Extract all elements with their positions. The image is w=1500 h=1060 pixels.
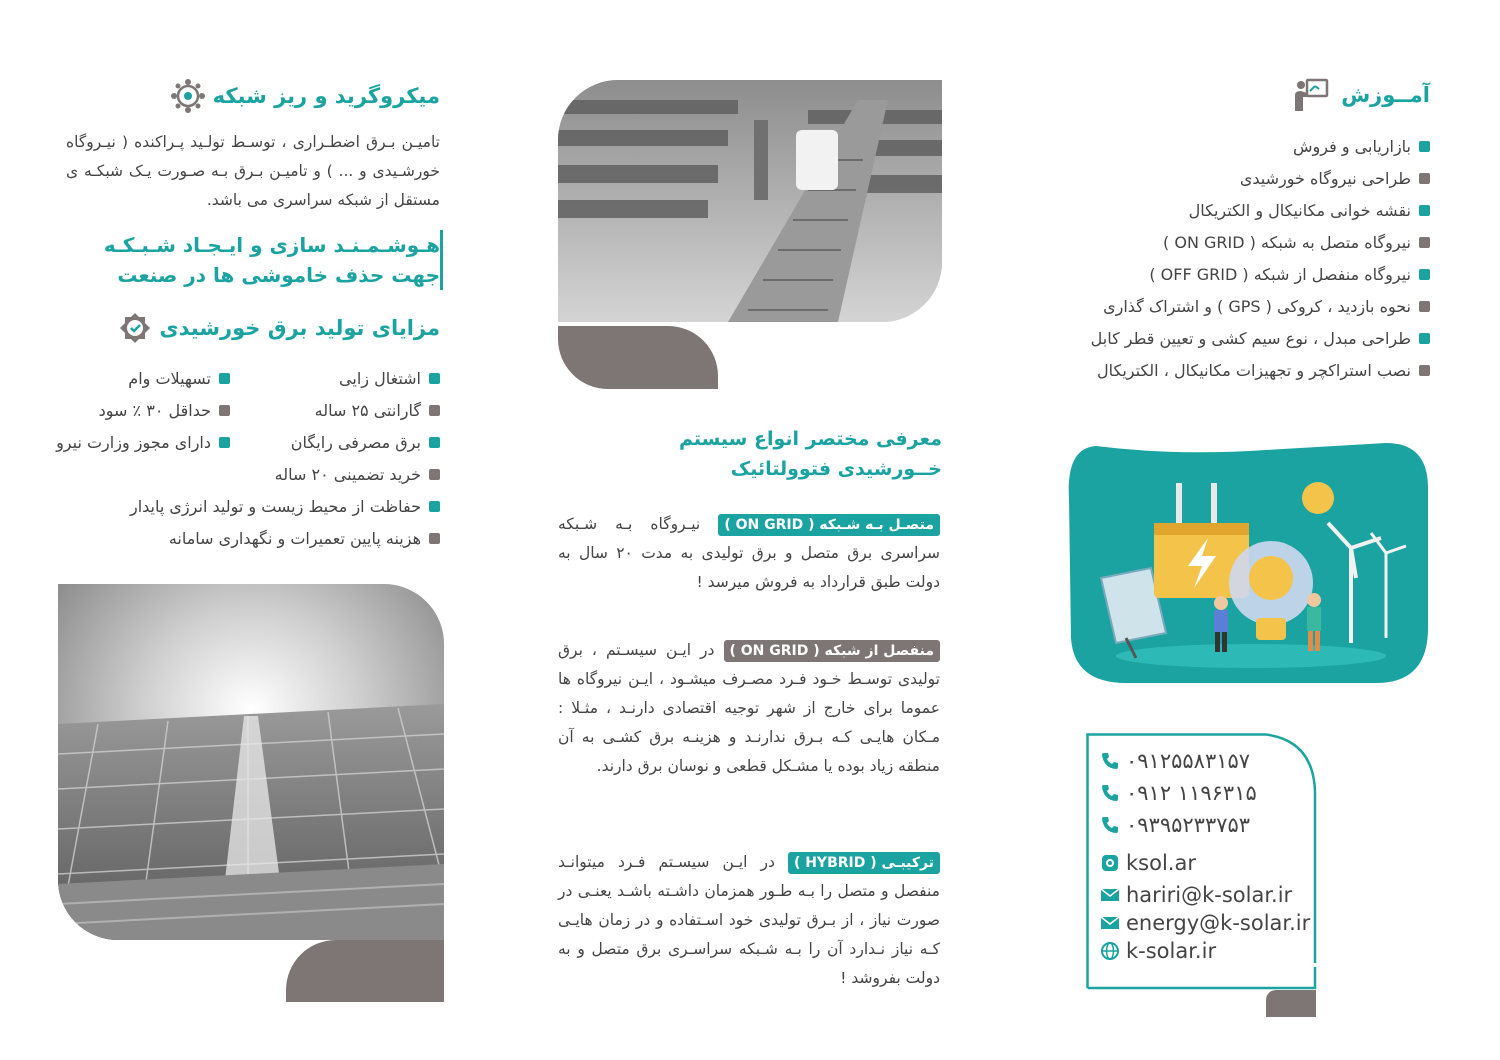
phone-3[interactable]: ۰۹۳۹۵۲۳۳۷۵۳ [1100, 809, 1310, 841]
phone-icon [1100, 783, 1120, 803]
list-item: نقشه خوانی مکانیکال و الکتریکال [1040, 194, 1430, 226]
phone-2[interactable]: ۰۹۱۲ ۱۱۹۶۳۱۵ [1100, 777, 1310, 809]
list-item: گارانتی ۲۵ ساله [250, 394, 440, 426]
training-list [1040, 130, 1430, 386]
list-item: نصب استراکچر و تجهیزات مکانیکال ، الکتریکال [1040, 354, 1430, 386]
training-section [1060, 75, 1430, 115]
decor-tab [1266, 990, 1316, 1017]
phone-icon [1100, 751, 1120, 771]
off-grid-paragraph: منفصل از شبکه ( ON GRID ) در ایـن سیسـتم ، برق تولیدی توسـط خـود فـرد مصـرف میشـود ، ایـن نیروگاه ها عموما برای خارج از شهر توجیه اقتصادی دارنـد ، مثـلا : مـکان هایـی کـه بـرق ندارنـد و هزینـه برق کشـی به آن منطقه زیاد بوده یا مشـکل قطعی و نوسان برق دارند. [558, 641, 940, 775]
website-link[interactable]: k-solar.ir [1100, 937, 1310, 965]
advantages-full [60, 458, 440, 554]
advantages-col-b [40, 362, 230, 458]
network-icon [171, 79, 205, 113]
list-item: طراحی مبدل ، نوع سیم کشی و تعیین قطر کابل [1040, 322, 1430, 354]
list-item: اشتغال زایی [250, 362, 440, 394]
advantages-col-a [250, 362, 440, 458]
teacher-icon [1293, 77, 1331, 113]
decor-tab [286, 940, 444, 1002]
email-2[interactable]: energy@k-solar.ir [1100, 909, 1310, 937]
advantages-header [60, 308, 440, 348]
hybrid-paragraph: ترکیبـی ( HYBRID ) در ایـن سیسـتم فـرد میتوانـد منفصل و متصل را بـه طـور همزمان داشـته باشـد یعنـی در صورت نیاز ، از بـرق تولیدی خود اسـتفاده و در زمان هایـی کـه نیاز نـدارد آن را بـه شـبکه سراسـری برق متصل و به دولت بفروشد ! [558, 853, 940, 987]
on-grid-tag: متصـل بـه شـبکه ( ON GRID ) [718, 514, 940, 536]
list-item: نیروگاه منفصل از شبکه ( OFF GRID ) [1040, 258, 1430, 290]
list-item: برق مصرفی رایگان [250, 426, 440, 458]
instagram-link[interactable]: ksol.ar [1100, 847, 1310, 879]
list-item: نیروگاه متصل به شبکه ( ON GRID ) [1040, 226, 1430, 258]
globe-icon [1100, 941, 1120, 961]
solar-field-photo [58, 584, 444, 940]
mail-icon [1100, 913, 1120, 933]
decor-tab [558, 326, 718, 389]
phone-1[interactable]: ۰۹۱۲۵۵۸۳۱۵۷ [1100, 745, 1310, 777]
list-item: تسهیلات وام [40, 362, 230, 394]
list-item: حداقل ۳۰ ٪ سود [40, 394, 230, 426]
off-grid-tag: منفصل از شبکه ( ON GRID ) [724, 640, 941, 662]
hybrid-tag: ترکیبـی ( HYBRID ) [788, 852, 940, 874]
badge-check-icon [119, 312, 151, 344]
list-item: دارای مجوز وزارت نیرو [40, 426, 230, 458]
list-item: هزینه پایین تعمیرات و نگهداری سامانه [60, 522, 440, 554]
microgrid-title: میکروگرید و ریز شبکه [212, 84, 440, 108]
microgrid-header [60, 76, 440, 116]
list-item: نحوه بازدید ، کروکی ( GPS ) و اشتراک گذاری [1040, 290, 1430, 322]
solar-roof-photo [558, 80, 942, 322]
training-title: آمــوزش [1341, 83, 1430, 107]
list-item: حفاظت از محیط زیست و تولید انرژی پایدار [60, 490, 440, 522]
advantages-title: مزایای تولید برق خورشیدی [159, 316, 440, 340]
phone-icon [1100, 815, 1120, 835]
list-item: بازاریابی و فروش [1040, 130, 1430, 162]
list-item: طراحی نیروگاه خورشیدی [1040, 162, 1430, 194]
intro-title: معرفی مختصر انواع سیستم خــورشیدی فتوولتائیک [678, 428, 942, 480]
email-1[interactable]: hariri@k-solar.ir [1100, 881, 1310, 909]
microgrid-paragraph: تامیـن بـرق اضطـراری ، توسـط تولـید پـراکنده ( نیـروگاه خورشـیدی و ... ) و تامیـن بـرق بـه صـورت یـک شبکـه ی مستقل از شبکه سراسری می باشد. [66, 133, 440, 209]
mail-icon [1100, 885, 1120, 905]
instagram-icon [1100, 853, 1120, 873]
list-item: خرید تضمینی ۲۰ ساله [60, 458, 440, 490]
on-grid-paragraph: متصـل بـه شـبکه ( ON GRID ) نیـروگاه بـه شـبکه سراسری برق متصل و برق تولیدی به مدت ۲۰ سال به دولت طبق قرارداد به فروش میرسد ! [558, 515, 940, 591]
energy-illustration [1066, 438, 1432, 688]
smart-grid-slogan: هـوشـمـنـد سازی و ایـجـاد شـبـکـه جهت حذف خاموشی ها در صنعت [100, 230, 443, 290]
contact-box [1086, 733, 1314, 987]
